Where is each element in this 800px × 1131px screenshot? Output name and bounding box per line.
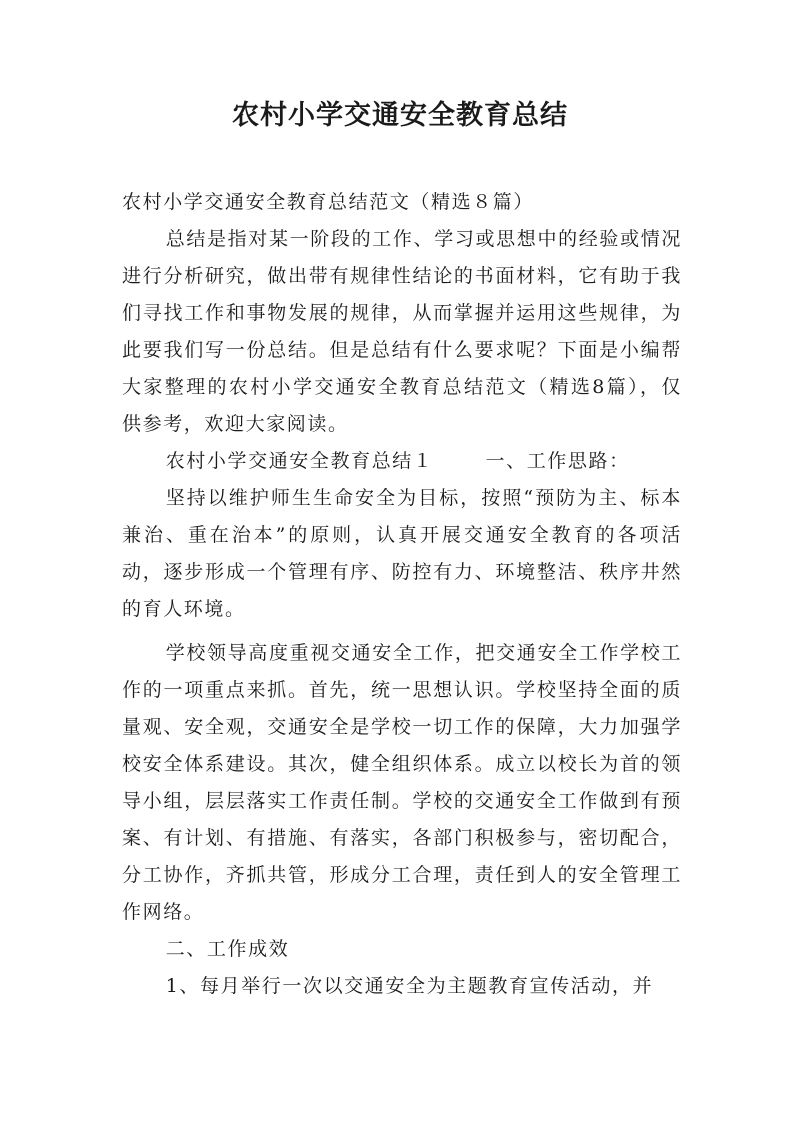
section-one-heading: 一、工作思路： <box>485 450 630 472</box>
document-subtitle: 农村小学交通安全教育总结范文（精选８篇） <box>122 191 535 213</box>
approach-paragraph: 坚持以维护师生生命安全为目标，按照“预防为主、标本兼治、重在治本”的原则，认真开展交通安全教育的各项活动，逐步形成一个管理有序、防控有力、环境整洁、秩序井然的育人环境。 <box>122 487 682 620</box>
article-heading-line <box>122 443 682 480</box>
section-two-heading: 二、工作成效 <box>165 938 290 960</box>
document-body <box>122 184 682 1005</box>
leadership-paragraph: 学校领导高度重视交通安全工作，把交通安全工作学校工作的一项重点来抓。首先，统一思想认识。学校坚持全面的质量观、安全观，交通安全是学校一切工作的保障，大力加强学校安全体系建设。其次，健全组织体系。成立以校长为首的领导小组，层层落实工作责任制。学校的交通安全工作做到有预案、有计划、有措施、有落实，各部门积极参与，密切配合，分工协作，齐抓共管，形成分工合理，责任到人的安全管理工作网络。 <box>122 642 682 923</box>
item-one-paragraph: 1、每月举行一次以交通安全为主题教育宣传活动，并 <box>165 975 654 997</box>
document-title: 农村小学交通安全教育总结 <box>232 100 568 131</box>
article-heading: 农村小学交通安全教育总结１ <box>165 450 434 472</box>
intro-paragraph: 总结是指对某一阶段的工作、学习或思想中的经验或情况进行分析研究，做出带有规律性结论的书面材料，它有助于我们寻找工作和事物发展的规律，从而掌握并运用这些规律，为此要我们写一份总结。但是总结有什么要求呢？下面是小编帮大家整理的农村小学交通安全教育总结范文（精选8篇），仅供参考，欢迎大家阅读。 <box>122 228 682 435</box>
